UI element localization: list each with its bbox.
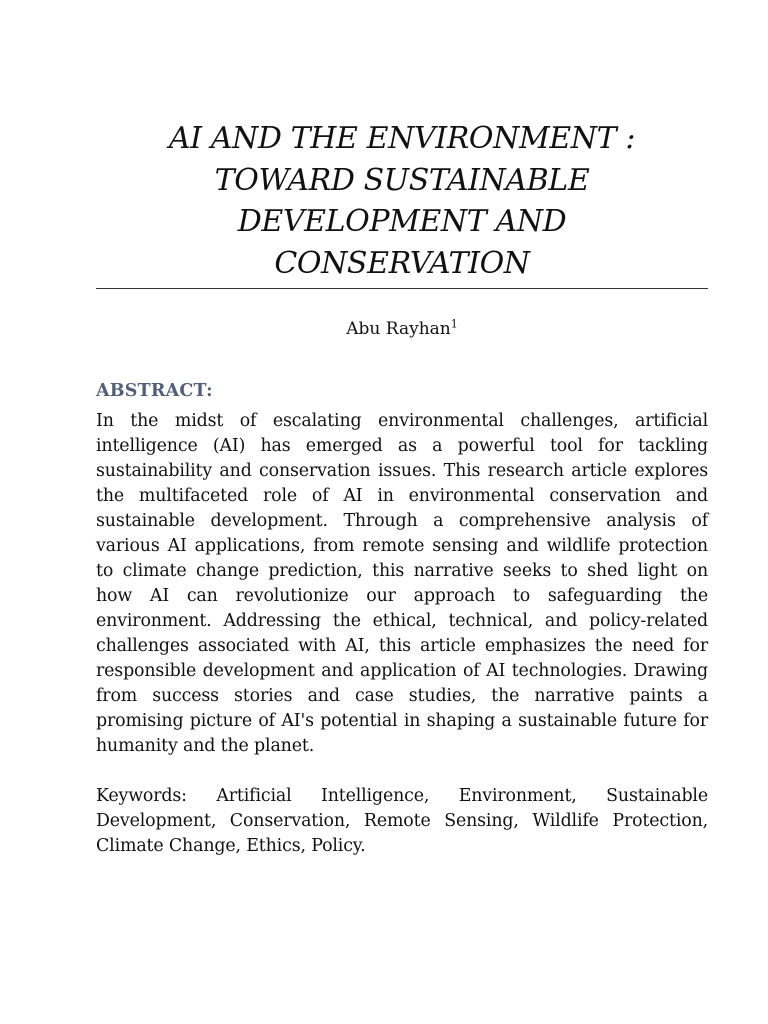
abstract-body: In the midst of escalating environmental challenges, artificial intelligence (AI) has emerged as a powerful tool for tackling sustainability and conservation issues. This research article explores the multifaceted role of AI in environmental conservation and sustainable development. Through a comprehensive analysis of various AI applications, from remote sensing and wildlife protection to climate change prediction, this narrative seeks to shed light on how AI can revolutionize our approach to safeguarding the environment. Addressing the ethical, technical, and policy-related challenges associated with AI, this article emphasizes the need for responsible development and application of AI technologies. Drawing from success stories and case studies, the narrative paints a promising picture of AI's potential in shaping a sustainable future for humanity and the planet. (96, 411, 708, 756)
abstract-heading: ABSTRACT: (96, 381, 213, 401)
author-footnote-marker: 1 (450, 317, 458, 331)
paper-page (96, 118, 708, 859)
keywords-paragraph (96, 784, 708, 859)
author-line (96, 317, 708, 341)
title-divider (96, 288, 708, 289)
keywords-list: Artificial Intelligence, Environment, Sustainable Development, Conservation, Remote Sensing, Wildlife Protection, Climate Change, Ethics, Policy. (96, 786, 708, 856)
keywords-label: Keywords: (96, 786, 187, 806)
paper-title: AI AND THE ENVIRONMENT : TOWARD SUSTAINABLE DEVELOPMENT AND CONSERVATION (168, 121, 636, 281)
author-name: Abu Rayhan (346, 319, 451, 339)
